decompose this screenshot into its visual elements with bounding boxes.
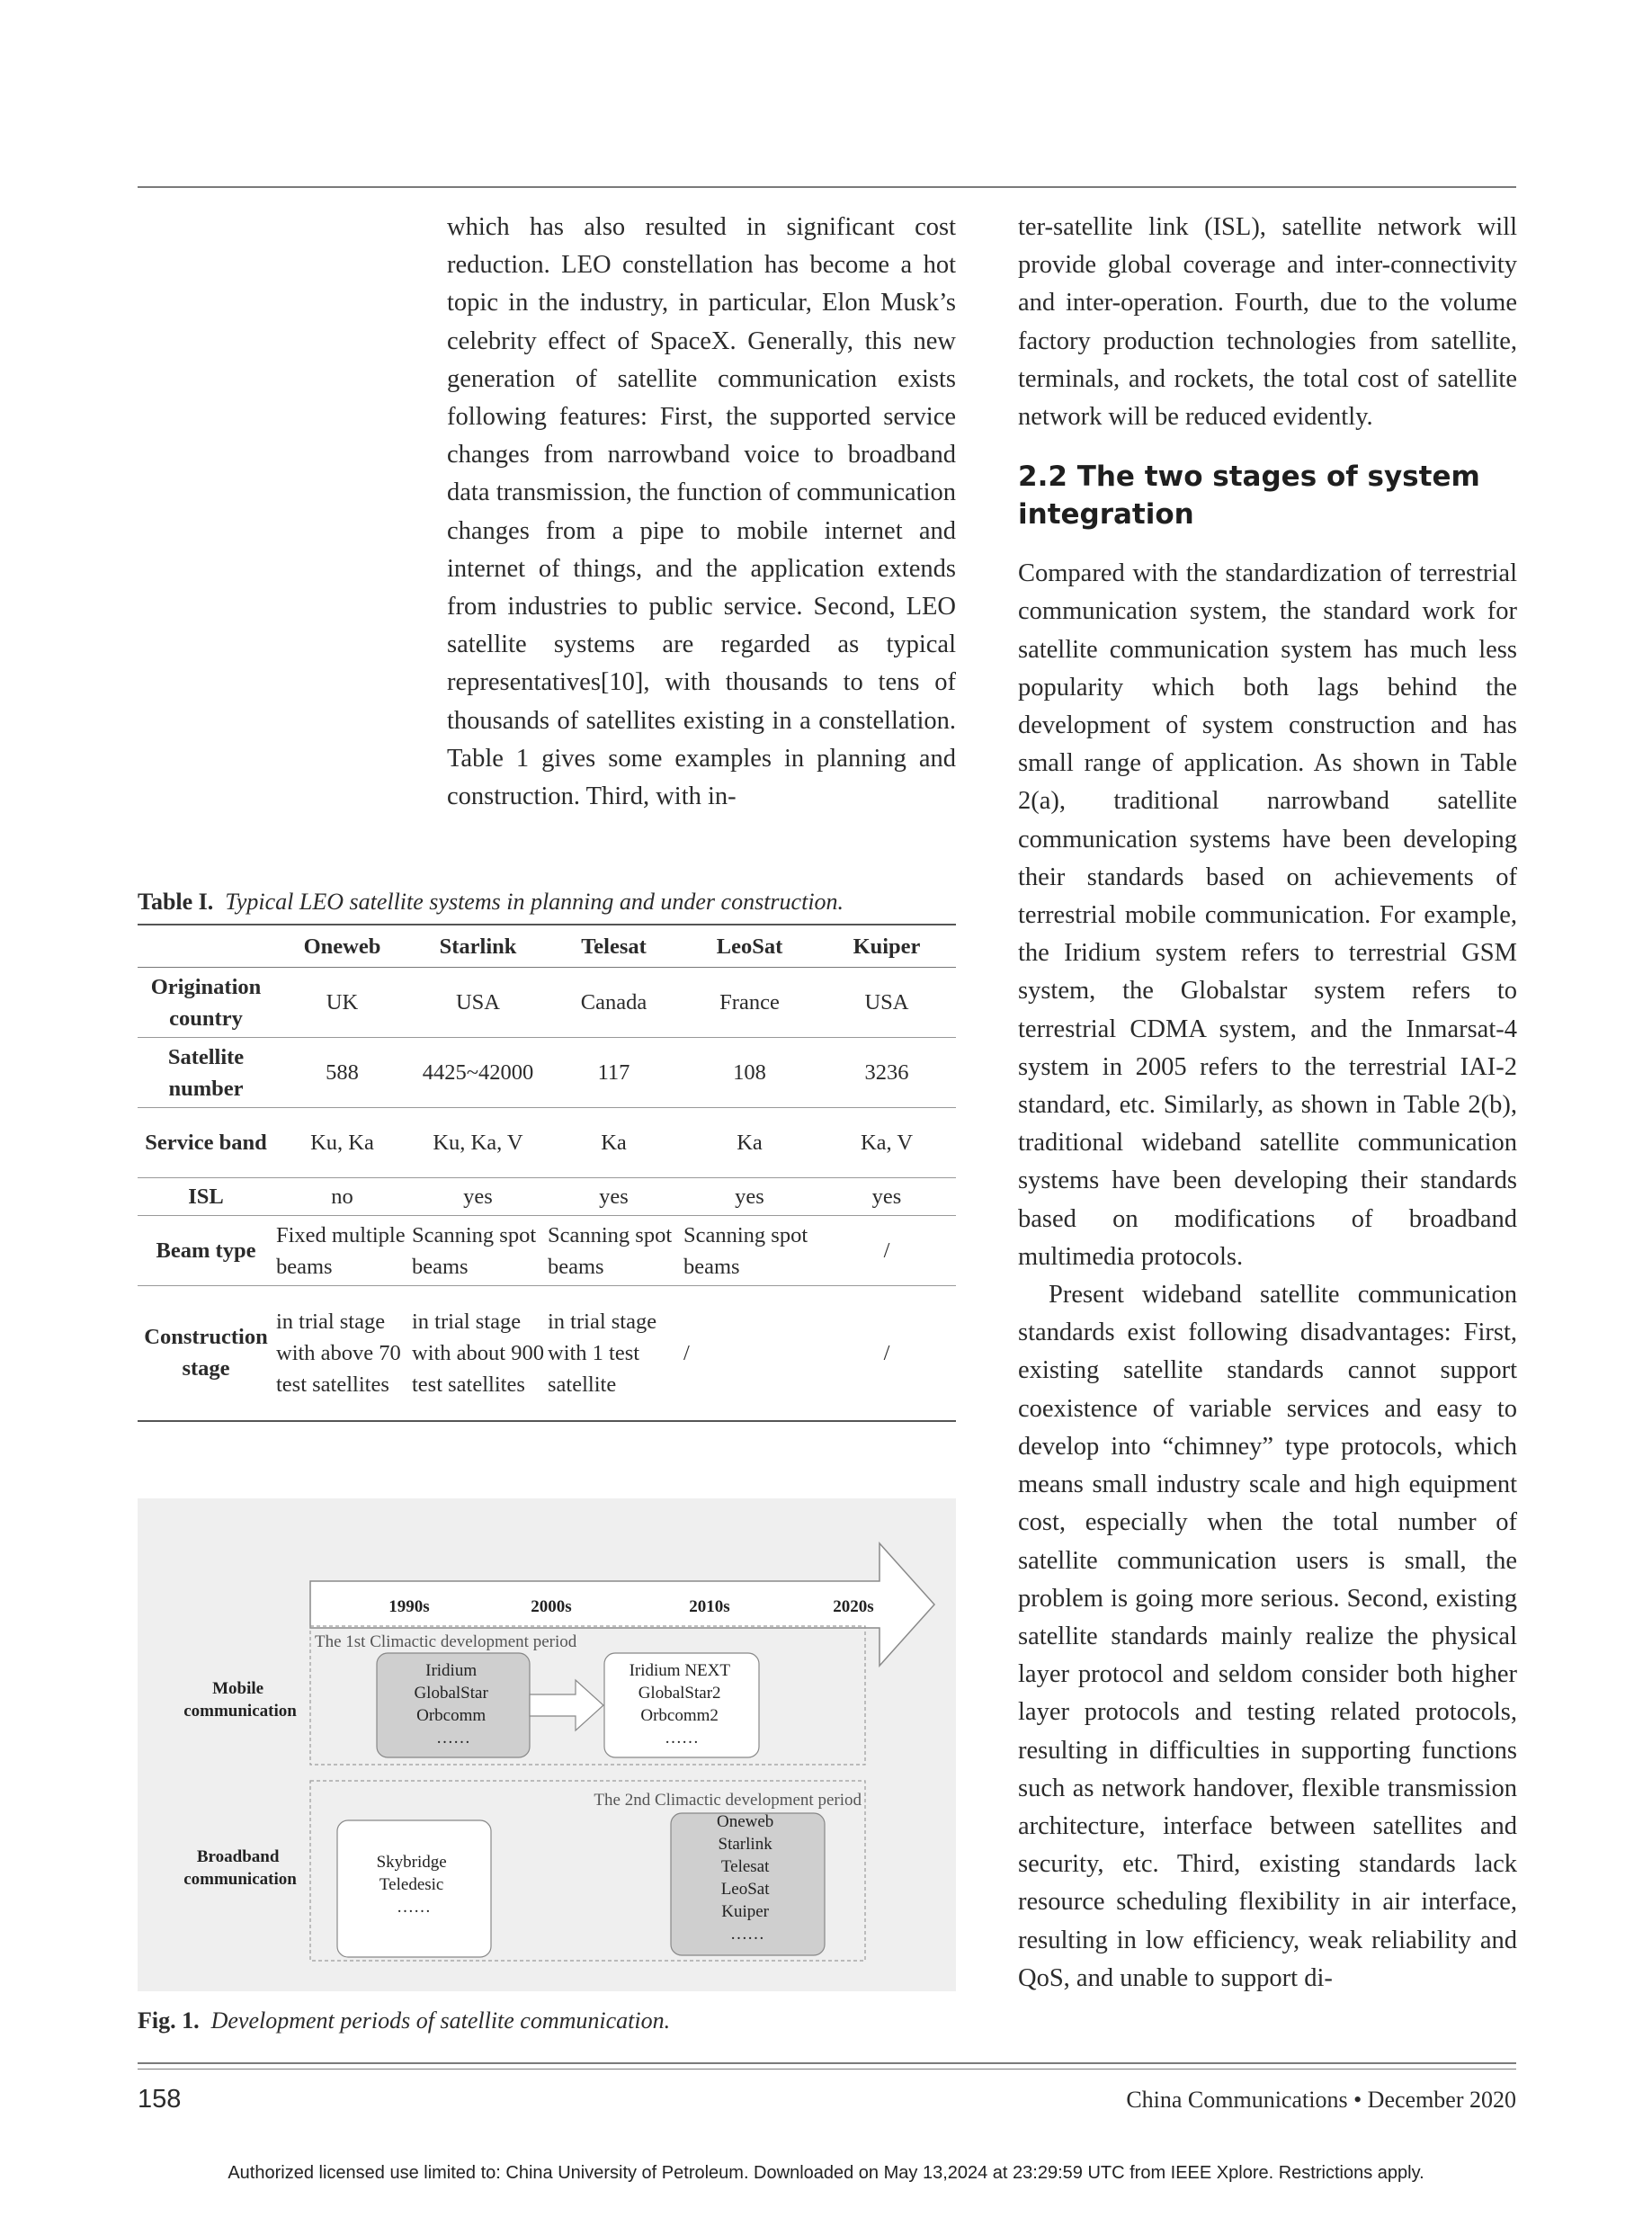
table-cell: in trial stage with above 70 test satellites — [276, 1309, 401, 1397]
table-cell: yes — [735, 1185, 764, 1209]
row-label-mobile — [183, 1679, 297, 1721]
decade-label: 1990s — [388, 1597, 430, 1616]
decade-label: 2010s — [689, 1597, 730, 1616]
table-cell: Scanning spot beams — [683, 1222, 808, 1279]
row-label-line: communication — [183, 1702, 297, 1721]
paragraph: which has also resulted in significant cost reduction. LEO constellation has become a hot topic in the industry, in particular, Elon Musk’s celebrity effect of SpaceX. Generally, this new generation of satellite communication exists following features: First, the supported service changes from narrowband voice to broadband data transmission, the function of communication changes from a pipe to mobile internet and internet of things, and the application extends from industries to public service. Second, LEO satellite systems are regarded as typical representatives[10], with thousands to tens of thousands of satellites existing in a constellation. Table 1 gives some examples in planning and construction. Third, with in- — [447, 213, 956, 811]
figure-caption-text: Development periods of satellite communication. — [210, 2007, 671, 2034]
table-cell: Canada — [580, 990, 647, 1015]
table-row — [138, 1038, 956, 1108]
text-column-left — [447, 209, 956, 816]
journal-footer: China Communications • December 2020 — [1126, 2087, 1516, 2113]
ellipsis: …… — [665, 1729, 699, 1748]
table-caption-text: Typical LEO satellite systems in planning and under construction. — [225, 889, 844, 915]
row-label-line: communication — [183, 1870, 297, 1889]
table-cell: Ka — [601, 1131, 627, 1155]
table-cell: Scanning spot beams — [548, 1222, 673, 1279]
row-header: Construction stage — [144, 1325, 268, 1381]
paragraph: Compared with the standardization of terrestrial communication system, the standard work for satellite communication system has much less popularity which both lags behind the development of system construction and has small range of application. As shown in Table 2(a), traditional narrowband satellite communication systems have been developing their standards based on achievements of terrestrial mobile communication. For example, the Iridium system refers to terrestrial GSM system, the Globalstar system refers to terrestrial CDMA system, and the Inmarsat-4 system in 2005 refers to the terrestrial IAI-2 standard, etc. Similarly, as shown in Table 2(b), traditional wideband satellite communication systems have been developing their standards based on modifications of broadband multimedia protocols. — [1018, 559, 1517, 1271]
system-name: Kuiper — [721, 1902, 770, 1921]
table-cell: Fixed multiple beams — [276, 1222, 406, 1279]
decade-label: 2000s — [531, 1597, 572, 1616]
paragraph: ter-satellite link (ISL), satellite network will provide global coverage and inter-connectivity and inter-operation. Fourth, due to the volume factory production technologies from satellite, terminals, and rockets, the total cost of satellite network will be reduced evidently. — [1018, 213, 1517, 432]
period-2-label: The 2nd Climactic development period — [594, 1791, 862, 1810]
column-header: Kuiper — [817, 925, 956, 968]
table-label: Table I. — [138, 889, 214, 915]
row-header: Service band — [145, 1131, 267, 1155]
table-cell: Ku, Ka, V — [433, 1131, 523, 1155]
system-name: Teledesic — [379, 1875, 444, 1894]
evolution-arrow — [530, 1680, 603, 1730]
table-cell: 117 — [597, 1060, 630, 1085]
table-cell: Ku, Ka — [310, 1131, 374, 1155]
column-header: Telesat — [546, 925, 682, 968]
system-name: Orbcomm — [416, 1706, 487, 1725]
table-header-row — [138, 925, 956, 968]
figure-development-periods — [138, 1498, 956, 1991]
table-cell: yes — [463, 1185, 493, 1209]
row-label-line: Broadband — [196, 1847, 280, 1866]
decade-label: 2020s — [833, 1597, 874, 1616]
table-row — [138, 1108, 956, 1178]
figure-caption — [138, 2007, 670, 2034]
table-cell: / — [883, 1340, 890, 1365]
system-name: GlobalStar2 — [638, 1684, 721, 1703]
column-header: LeoSat — [682, 925, 817, 968]
footer-rule-bottom — [138, 2069, 1516, 2070]
system-name: Iridium NEXT — [629, 1661, 730, 1680]
ellipsis: …… — [397, 1898, 431, 1917]
table-cell: in trial stage with about 900 test satellites — [412, 1309, 544, 1397]
table-cell: Ka, V — [860, 1131, 914, 1155]
system-name: Orbcomm2 — [640, 1706, 719, 1725]
table-row — [138, 1286, 956, 1421]
table-cell: Scanning spot beams — [412, 1222, 537, 1279]
table-cell: 4425~42000 — [422, 1060, 534, 1085]
table-cell: 3236 — [864, 1060, 909, 1085]
table-cell: yes — [871, 1185, 902, 1209]
footer-rule-top — [138, 2062, 1516, 2064]
table-cell: France — [719, 990, 780, 1015]
table-cell: 588 — [326, 1060, 359, 1085]
row-header: ISL — [188, 1185, 224, 1209]
table-row — [138, 1216, 956, 1286]
period-1-label: The 1st Climactic development period — [315, 1632, 577, 1651]
table-cell: / — [883, 1238, 890, 1263]
system-name: Skybridge — [376, 1853, 447, 1872]
system-name: Oneweb — [716, 1812, 774, 1831]
top-rule — [138, 186, 1516, 188]
column-header: Starlink — [410, 925, 546, 968]
license-notice: Authorized licensed use limited to: China University of Petroleum. Downloaded on May 13,2024 at 23:29:59 UTC from IEEE Xplore. Restrictions apply. — [228, 2163, 1424, 2183]
system-name: Starlink — [718, 1835, 772, 1854]
system-name: Telesat — [720, 1857, 770, 1876]
ellipsis: …… — [436, 1729, 470, 1748]
system-name: Iridium — [425, 1661, 478, 1680]
row-label-broadband — [183, 1847, 297, 1889]
row-label-line: Mobile — [212, 1679, 264, 1698]
table-cell: Ka — [737, 1131, 763, 1155]
figure-label: Fig. 1. — [138, 2007, 200, 2034]
table-cell: USA — [864, 990, 909, 1015]
timeline-diagram — [138, 1498, 956, 1991]
paragraph: Present wideband satellite communication standards exist following disadvantages: First, existing satellite standards cannot support coexistence of variable services and easy to develop into “chimney” type protocols, which means small industry scale and high equipment cost, especially when the total number of satellite communication users is small, the problem is going more serious. Second, existing satellite standards mainly realize the physical layer protocol and seldom consider both higher layer protocols and testing related protocols, resulting in difficulties in supporting functions such as network handover, flexible transmission architecture, interface between satellites and security, etc. Third, existing standards lack resource scheduling flexibility in air interface, resulting in low efficiency, weak reliability and QoS, and unable to support di- — [1018, 1281, 1517, 1992]
table-cell: yes — [599, 1185, 629, 1209]
ellipsis: …… — [730, 1925, 764, 1944]
table-corner — [138, 925, 274, 968]
system-name: GlobalStar — [414, 1684, 488, 1703]
text-column-right — [1018, 209, 1517, 1998]
table-caption — [138, 889, 844, 916]
column-header: Oneweb — [274, 925, 410, 968]
table-cell: in trial stage with 1 test satellite — [548, 1309, 657, 1397]
row-header: Satellite number — [167, 1044, 245, 1101]
table-cell: / — [683, 1340, 690, 1365]
system-name: LeoSat — [720, 1880, 770, 1899]
leo-systems-table — [138, 924, 956, 1422]
table-row — [138, 1178, 956, 1216]
table-cell: UK — [326, 990, 359, 1015]
page-number: 158 — [138, 2085, 182, 2114]
row-header: Origination country — [150, 974, 262, 1031]
table-row — [138, 968, 956, 1038]
table-cell: no — [331, 1185, 353, 1209]
table-cell: 108 — [733, 1060, 766, 1085]
section-heading: 2.2 The two stages of system integration — [1018, 460, 1480, 532]
row-header: Beam type — [156, 1238, 256, 1263]
table-cell: USA — [455, 990, 500, 1015]
